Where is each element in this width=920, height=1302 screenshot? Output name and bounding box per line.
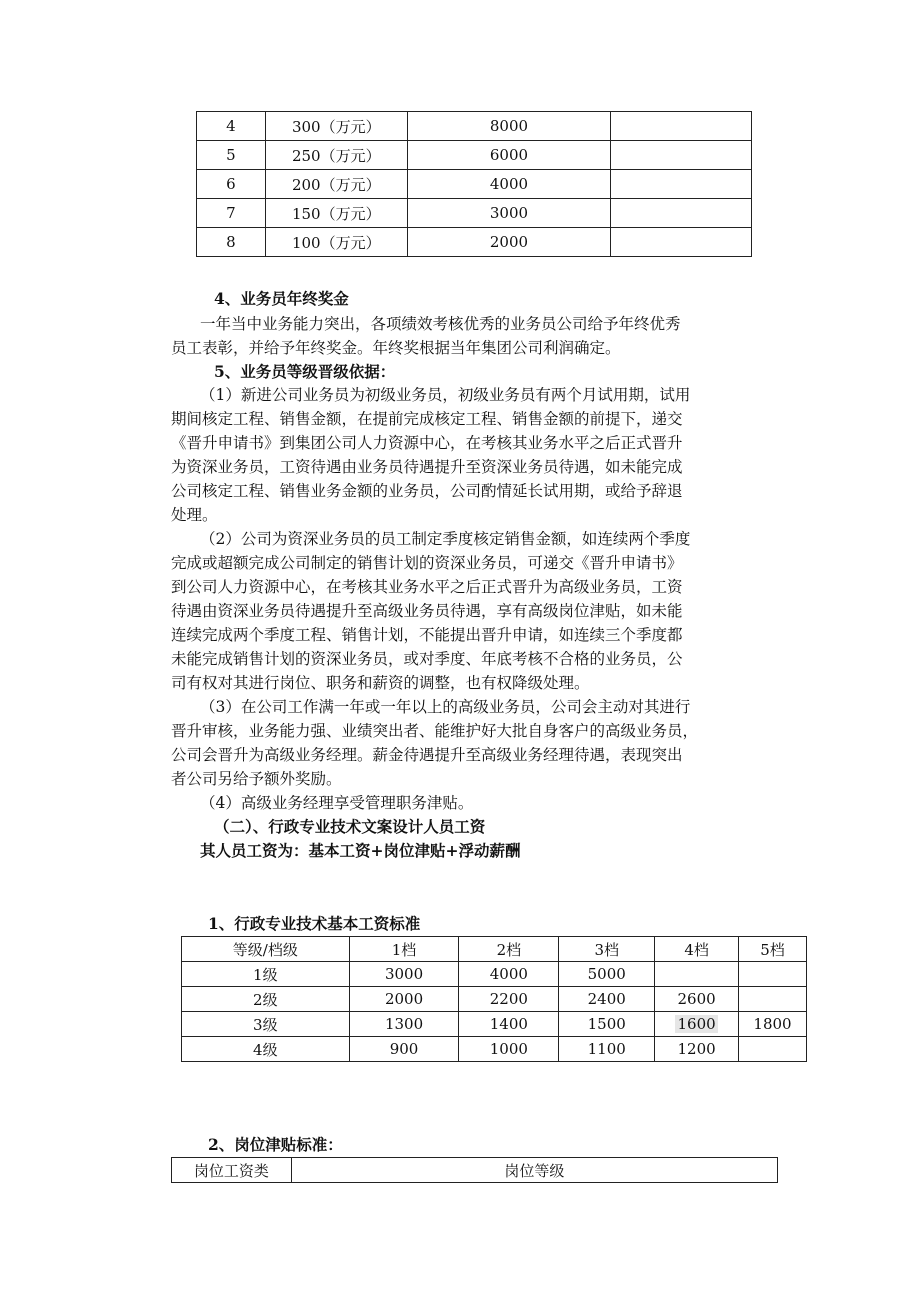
table-cell: 200（万元） bbox=[265, 170, 407, 199]
table-cell bbox=[655, 1037, 739, 1062]
table-cell bbox=[739, 1037, 807, 1062]
section5-p1-line: 为资深业务员，工资待遇由业务员待遇提升至资深业务员待遇，如未能完成 bbox=[171, 458, 683, 476]
table-cell bbox=[611, 170, 752, 199]
section5-p2-line: 到公司人力资源中心，在考核其业务水平之后正式晋升为高级业务员，工资 bbox=[171, 578, 683, 596]
table-header-cell: 5档 bbox=[739, 937, 807, 962]
table-row bbox=[182, 1012, 807, 1037]
section5-p2-line: 司有权对其进行岗位、职务和薪资的调整，也有权降级处理。 bbox=[171, 674, 590, 692]
cell-value: 1800 bbox=[753, 1015, 792, 1033]
table-header-cell: 3档 bbox=[559, 937, 655, 962]
table-cell bbox=[349, 962, 459, 987]
table-cell bbox=[739, 962, 807, 987]
section5-p3-line: （3）在公司工作满一年或一年以上的高级业务员，公司会主动对其进行 bbox=[200, 698, 691, 716]
table-cell: 150（万元） bbox=[265, 199, 407, 228]
table-row bbox=[197, 141, 752, 170]
cell-value: 1600 bbox=[677, 1015, 716, 1033]
table-header-row bbox=[172, 1158, 778, 1183]
table-cell bbox=[655, 1012, 739, 1037]
table-row bbox=[197, 228, 752, 257]
table-cell: 300（万元） bbox=[265, 112, 407, 141]
table-cell: 4 bbox=[197, 112, 266, 141]
cell-value: 3000 bbox=[384, 965, 424, 983]
table-row bbox=[197, 170, 752, 199]
cell-value: 1500 bbox=[587, 1015, 626, 1033]
section5-p2-line: 完成或超额完成公司制定的销售计划的资深业务员，可递交《晋升申请书》 bbox=[171, 554, 683, 572]
section5-p3-line: 公司会晋升为高级业务经理。薪金待遇提升至高级业务经理待遇，表现突出 bbox=[171, 746, 683, 764]
section5-p1-line: 期间核定工程、销售金额，在提前完成核定工程、销售金额的前提下，递交 bbox=[171, 410, 683, 428]
part2-heading: （二）、行政专业技术文案设计人员工资 bbox=[214, 817, 486, 836]
table-cell: 6 bbox=[197, 170, 266, 199]
section5-p2-line: 连续完成两个季度工程、销售计划，不能提出晋升申请，如连续三个季度都 bbox=[171, 626, 683, 644]
table-cell: 250（万元） bbox=[265, 141, 407, 170]
cell-value: 2级 bbox=[253, 990, 278, 1009]
base-salary-table bbox=[181, 936, 807, 1062]
section5-p1-line: 公司核定工程、销售业务金额的业务员，公司酌情延长试用期，或给予辞退 bbox=[171, 482, 683, 500]
section4-line: 一年当中业务能力突出，各项绩效考核优秀的业务员公司给予年终优秀 bbox=[200, 315, 681, 333]
section5-p2-line: （2）公司为资深业务员的员工制定季度核定销售金额，如连续两个季度 bbox=[200, 530, 691, 548]
allowance-table bbox=[171, 1157, 778, 1183]
cell-value: 1300 bbox=[384, 1015, 424, 1033]
section4-line: 员工表彰，并给予年终奖金。年终奖根据当年集团公司利润确定。 bbox=[171, 339, 621, 357]
table-cell: 7 bbox=[197, 199, 266, 228]
cell-value: 1200 bbox=[677, 1040, 716, 1058]
table-row bbox=[182, 987, 807, 1012]
cell-value: 1100 bbox=[587, 1040, 626, 1058]
cell-value: 1级 bbox=[253, 965, 278, 984]
sales-bonus-table bbox=[196, 111, 752, 257]
cell-value: 900 bbox=[389, 1040, 419, 1058]
section5-p3-line: 晋升审核，业务能力强、业绩突出者、能维护好大批自身客户的高级业务员， bbox=[171, 722, 699, 740]
table-cell bbox=[655, 962, 739, 987]
table-row bbox=[197, 112, 752, 141]
table-cell: 100（万元） bbox=[265, 228, 407, 257]
table-cell: 8 bbox=[197, 228, 266, 257]
table-cell bbox=[459, 962, 559, 987]
table-row bbox=[182, 962, 807, 987]
table-header-cell: 4档 bbox=[655, 937, 739, 962]
table-cell bbox=[611, 141, 752, 170]
cell-value: 2000 bbox=[384, 990, 424, 1008]
table-header-cell: 岗位工资类 bbox=[172, 1158, 292, 1183]
table-row bbox=[182, 1037, 807, 1062]
table-cell bbox=[459, 1012, 559, 1037]
table-cell bbox=[611, 199, 752, 228]
table-cell bbox=[182, 1037, 350, 1062]
section5-p2-line: 待遇由资深业务员待遇提升至高级业务员待遇，享有高级岗位津贴，如未能 bbox=[171, 602, 683, 620]
cell-value: 5000 bbox=[587, 965, 626, 983]
table-header-cell: 2档 bbox=[459, 937, 559, 962]
table-header-row bbox=[182, 937, 807, 962]
table-cell bbox=[349, 1037, 459, 1062]
table-cell bbox=[559, 1012, 655, 1037]
cell-value: 3级 bbox=[253, 1015, 278, 1034]
cell-value: 2600 bbox=[677, 990, 716, 1008]
cell-value: 4级 bbox=[253, 1040, 278, 1059]
table-cell bbox=[182, 987, 350, 1012]
cell-value: 1000 bbox=[489, 1040, 528, 1058]
table-cell: 8000 bbox=[407, 112, 611, 141]
section5-p1-line: 《晋升申请书》到集团公司人力资源中心，在考核其业务水平之后正式晋升 bbox=[171, 434, 683, 452]
allowance-table-title: 2、岗位津贴标准： bbox=[208, 1135, 343, 1154]
section5-p4-line: （4）高级业务经理享受管理职务津贴。 bbox=[200, 794, 474, 812]
table-cell bbox=[459, 987, 559, 1012]
table-cell bbox=[655, 987, 739, 1012]
table-cell bbox=[739, 987, 807, 1012]
table-header-cell: 等级/档级 bbox=[182, 937, 350, 962]
cell-value: 2200 bbox=[489, 990, 528, 1008]
table-cell bbox=[739, 1012, 807, 1037]
table-cell: 2000 bbox=[407, 228, 611, 257]
table-cell: 6000 bbox=[407, 141, 611, 170]
table-cell bbox=[611, 112, 752, 141]
table-cell bbox=[182, 962, 350, 987]
section5-heading: 5、业务员等级晋级依据： bbox=[214, 362, 396, 381]
table-cell bbox=[459, 1037, 559, 1062]
table-cell bbox=[349, 987, 459, 1012]
table-cell bbox=[611, 228, 752, 257]
section5-p1-line: （1）新进公司业务员为初级业务员，初级业务员有两个月试用期，试用 bbox=[200, 386, 691, 404]
section5-p1-line: 处理。 bbox=[171, 506, 218, 524]
cell-value: 2400 bbox=[587, 990, 626, 1008]
table-cell bbox=[349, 1012, 459, 1037]
table-cell bbox=[559, 962, 655, 987]
table-cell: 4000 bbox=[407, 170, 611, 199]
table-cell bbox=[559, 1037, 655, 1062]
table-cell bbox=[559, 987, 655, 1012]
table-header-cell: 1档 bbox=[349, 937, 459, 962]
cell-value: 1400 bbox=[489, 1015, 528, 1033]
table-header-cell: 岗位等级 bbox=[291, 1158, 777, 1183]
section5-p3-line: 者公司另给予额外奖励。 bbox=[171, 770, 342, 788]
section4-heading: 4、业务员年终奖金 bbox=[214, 289, 349, 308]
cell-value: 4000 bbox=[489, 965, 528, 983]
part2-formula: 其人员工资为：基本工资+岗位津贴+浮动薪酬 bbox=[200, 841, 521, 860]
salary-table-title: 1、行政专业技术基本工资标准 bbox=[208, 914, 421, 933]
section5-p2-line: 未能完成销售计划的资深业务员，或对季度、年底考核不合格的业务员，公 bbox=[171, 650, 683, 668]
table-cell: 3000 bbox=[407, 199, 611, 228]
table-row bbox=[197, 199, 752, 228]
table-cell: 5 bbox=[197, 141, 266, 170]
table-cell bbox=[182, 1012, 350, 1037]
